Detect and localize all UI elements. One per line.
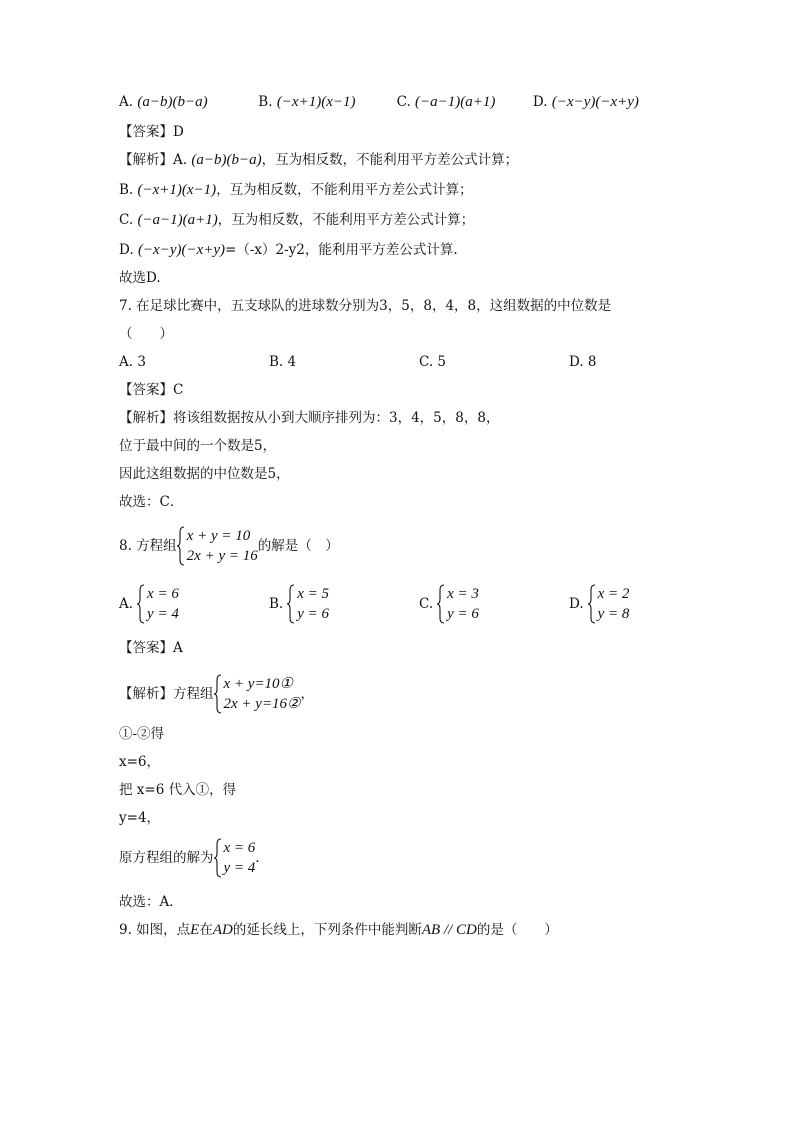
q6-analysis-d: D. (−x−y)(−x+y)=（-x）2-y2，能利用平方差公式计算.: [119, 242, 458, 258]
q8-options: [119, 578, 719, 630]
q6-option-d: D. (−x−y)(−x+y): [532, 94, 639, 110]
brace-icon: [177, 526, 185, 566]
q8-stem: 8. 方程组 x + y = 10 2x + y = 16 的解是（ ）: [119, 528, 339, 564]
q6-options: [119, 88, 719, 116]
q6-option-c: C. (−a−1)(a+1): [396, 94, 496, 110]
q8-system: x + y = 10 2x + y = 16: [177, 526, 258, 566]
q6-option-a: A. (a−b)(b−a): [119, 94, 208, 110]
q8-answer: 【答案】A: [119, 640, 183, 656]
q6-analysis-c: C. (−a−1)(a+1)，互为相反数，不能利用平方差公式计算；: [119, 212, 475, 228]
document-page: [119, 90, 719, 944]
q9-stem: 9. 如图，点E在AD的延长线上，下列条件中能判断AB // CD的是（ ）: [119, 922, 558, 938]
q8-step-4: y=4，: [119, 810, 161, 826]
q8-step-3: 把 x=6 代入①，得: [119, 782, 237, 798]
q8-analysis-system: x + y=10① 2x + y=16②: [214, 674, 301, 714]
q7-options: [119, 348, 719, 376]
brace-icon: [137, 584, 145, 624]
q8-step-2: x=6，: [119, 754, 161, 770]
q8-option-d: D. x = 2 y = 8: [569, 586, 630, 622]
q8-option-c: C. x = 3 y = 6: [419, 586, 479, 622]
q7-option-d: D. 8: [569, 354, 597, 370]
q7-analysis-3: 因此这组数据的中位数是5，: [119, 466, 290, 482]
q7-paren: （ ）: [119, 326, 173, 342]
q6-option-b: B. (−x+1)(x−1): [258, 94, 356, 110]
brace-icon: [588, 584, 596, 624]
q6-analysis-a: 【解析】A. (a−b)(b−a)，互为相反数，不能利用平方差公式计算；: [119, 152, 519, 168]
brace-icon: [437, 584, 445, 624]
brace-icon: [287, 584, 295, 624]
q7-analysis-4: 故选：C．: [119, 494, 184, 510]
q7-analysis-1: 【解析】将该组数据按从小到大顺序排列为：3，4，5，8，8，: [119, 410, 500, 426]
brace-icon: [214, 838, 222, 878]
q8-conclusion: 故选：A．: [119, 894, 183, 910]
q8-step-1: ①-②得: [119, 726, 165, 742]
q7-analysis-2: 位于最中间的一个数是5，: [119, 438, 277, 454]
q8-result-system: x = 6 y = 4: [214, 838, 256, 878]
q7-option-a: A. 3: [119, 354, 146, 370]
q6-conclusion: 故选D.: [119, 270, 161, 286]
q6-analysis-b: B. (−x+1)(x−1)，互为相反数，不能利用平方差公式计算；: [119, 182, 473, 198]
q7-answer: 【答案】C: [119, 382, 184, 398]
q7-option-c: C. 5: [419, 354, 447, 370]
q8-result: 原方程组的解为 x = 6 y = 4 .: [119, 840, 260, 876]
q7-stem: 7. 在足球比赛中，五支球队的进球数分别为3，5，8，4，8，这组数据的中位数是: [119, 298, 612, 314]
brace-icon: [214, 674, 222, 714]
q7-option-b: B. 4: [269, 354, 297, 370]
q6-answer: 【答案】D: [119, 124, 184, 140]
q8-option-b: B. x = 5 y = 6: [269, 586, 329, 622]
q8-option-a: A. x = 6 y = 4: [119, 586, 179, 622]
q8-analysis: 【解析】方程组 x + y=10① 2x + y=16② ，: [119, 676, 315, 712]
